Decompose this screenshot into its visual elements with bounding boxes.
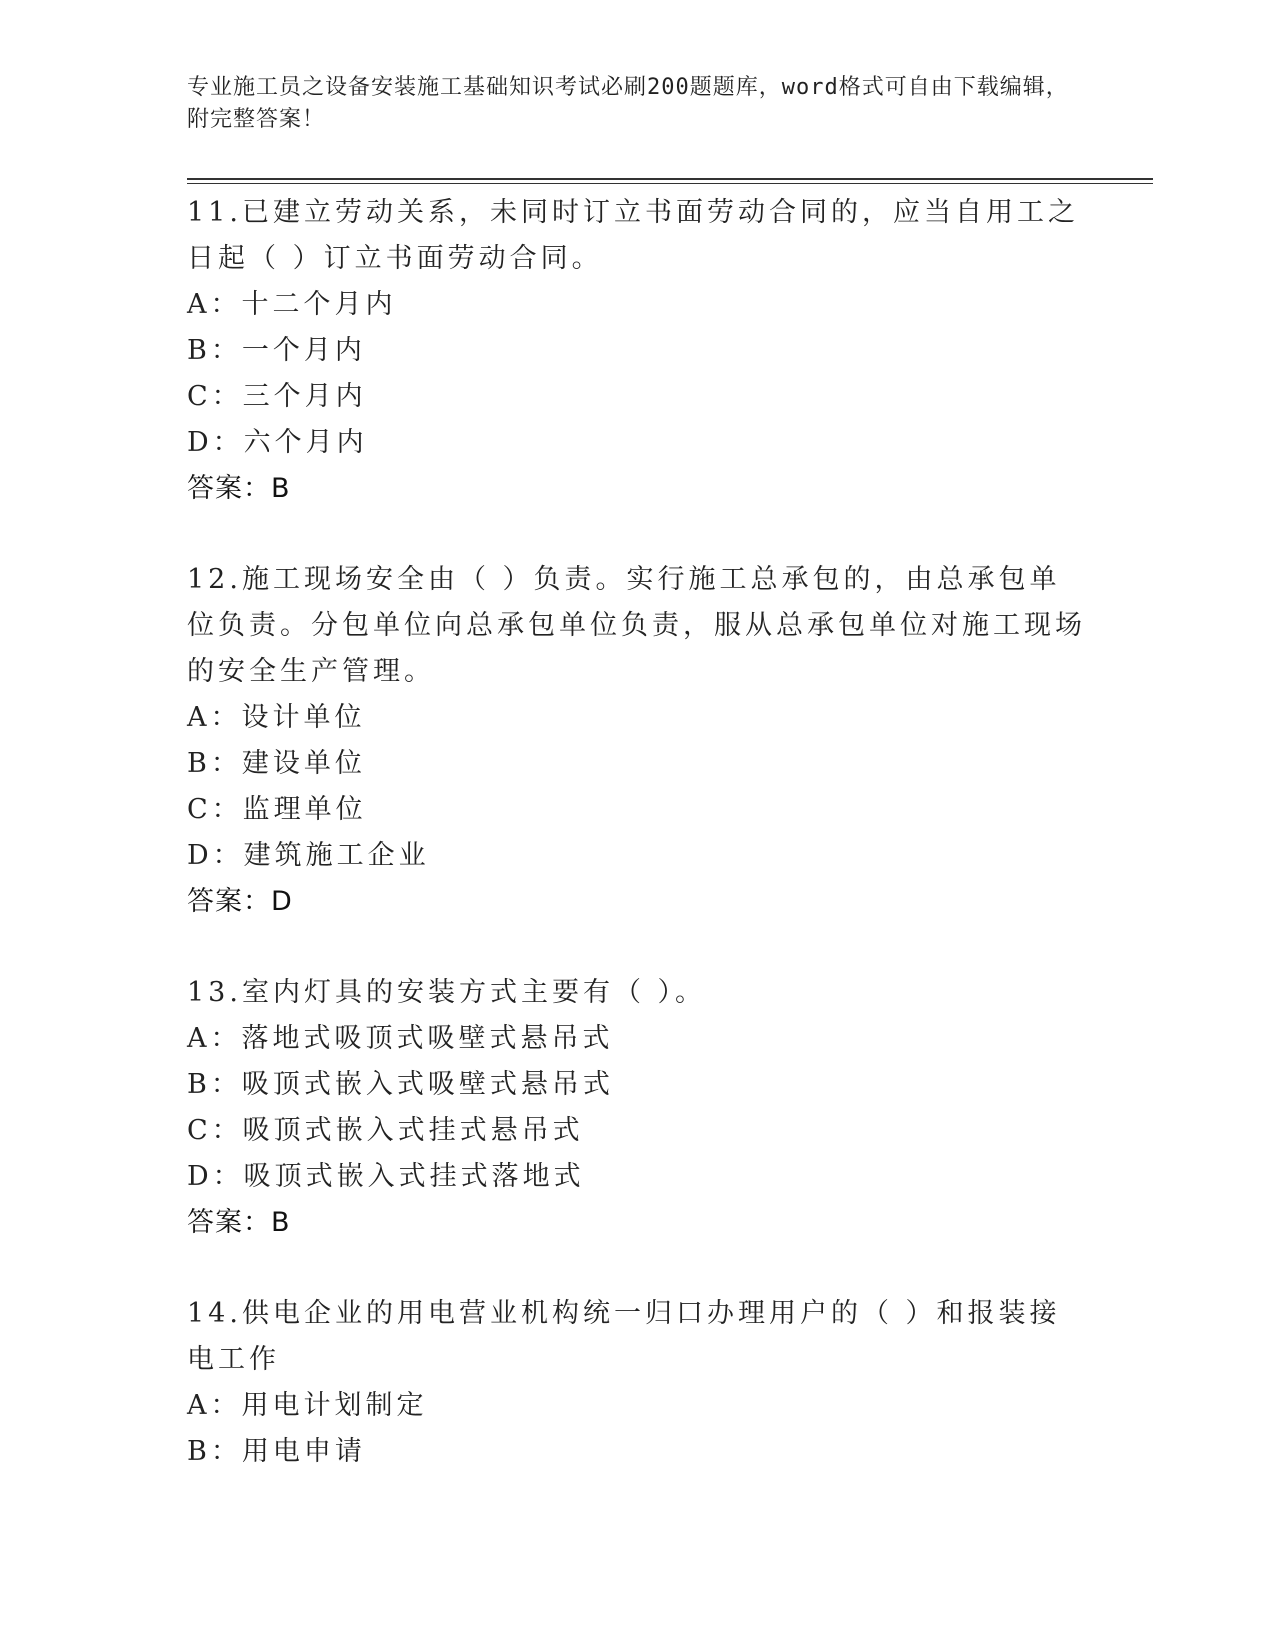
option-a: A：用电计划制定	[187, 1390, 428, 1421]
question-stem: 12.施工现场安全由（ ）负责。实行施工总承包的，由总承包单位负责。分包单位向总承包单位负责，服从总承包单位对施工现场的安全生产管理。	[187, 564, 1086, 687]
question-13	[187, 970, 1087, 1246]
option-a: A：设计单位	[187, 702, 366, 733]
option-b: B：用电申请	[187, 1436, 366, 1467]
option-c: C：吸顶式嵌入式挂式悬吊式	[187, 1115, 584, 1146]
option-a: A：落地式吸顶式吸壁式悬吊式	[187, 1023, 614, 1054]
answer-line: 答案：D	[187, 886, 293, 917]
option-d: D：建筑施工企业	[187, 840, 430, 871]
option-b: B：建设单位	[187, 748, 366, 779]
answer-line: 答案：B	[187, 1207, 291, 1238]
question-list	[187, 190, 1087, 1520]
question-stem: 11.已建立劳动关系，未同时订立书面劳动合同的，应当自用工之日起（ ）订立书面劳动合同。	[187, 197, 1079, 274]
option-a: A：十二个月内	[187, 289, 397, 320]
question-14	[187, 1291, 1087, 1475]
question-12	[187, 557, 1087, 925]
option-b: B：一个月内	[187, 335, 366, 366]
header-divider	[187, 178, 1153, 180]
document-header: 专业施工员之设备安装施工基础知识考试必刷200题题库，word格式可自由下载编辑，附完整答案！	[187, 75, 1069, 132]
question-11	[187, 190, 1087, 512]
option-c: C：三个月内	[187, 381, 367, 412]
header-divider-thin	[187, 183, 1153, 184]
option-c: C：监理单位	[187, 794, 367, 825]
option-b: B：吸顶式嵌入式吸壁式悬吊式	[187, 1069, 614, 1100]
question-stem: 13.室内灯具的安装方式主要有（ ）。	[187, 977, 707, 1008]
option-d: D：六个月内	[187, 427, 368, 458]
option-d: D：吸顶式嵌入式挂式落地式	[187, 1161, 585, 1192]
question-stem: 14.供电企业的用电营业机构统一归口办理用户的（ ）和报装接电工作	[187, 1298, 1061, 1375]
answer-line: 答案：B	[187, 473, 291, 504]
